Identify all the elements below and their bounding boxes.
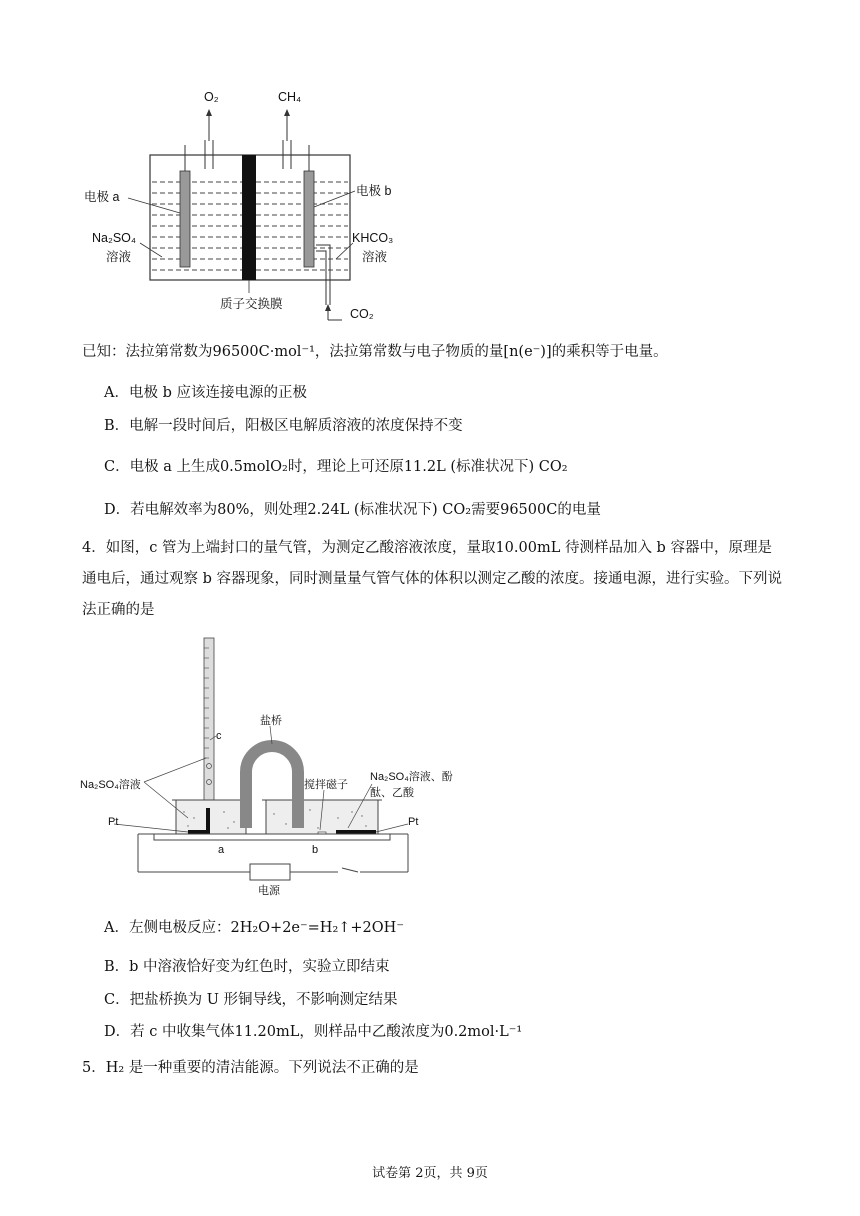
q3-option-b: B．电解一段时间后，阳极区电解质溶液的浓度保持不变 [104,418,463,434]
na2so4-left-label: Na₂SO₄溶液 [80,779,141,791]
cell-diagram [70,85,430,325]
q4-option-c: C．把盐桥换为 U 形铜导线，不影响测定结果 [104,992,398,1008]
apparatus-diagram [78,632,458,892]
salt-bridge-label: 盐桥 [260,715,282,727]
electrode-b-label: 电极 b [356,184,392,198]
page-footer: 试卷第 2页，共 9页 [372,1166,488,1181]
c-label: c [216,730,222,742]
b-label: b [312,844,319,856]
q4-option-b: B．b 中溶液恰好变为红色时，实验立即结束 [104,959,390,975]
right-solution-label: Na₂SO₄溶液、酚酞、乙酸 [370,771,453,799]
figure-titration-apparatus [78,632,458,897]
membrane-label: 质子交换膜 [220,297,283,311]
q4-option-d: D．若 c 中收集气体11.20mL，则样品中乙酸浓度为0.2mol·L⁻¹ [104,1024,523,1040]
na2so4-label: Na₂SO₄ [92,231,136,245]
q3-given: 已知：法拉第常数为96500C·mol⁻¹，法拉第常数与电子物质的量[n(e⁻)]的乘积等于电量。 [82,344,668,360]
q5-stem: 5．H₂ 是一种重要的清洁能源。下列说法不正确的是 [82,1060,419,1076]
pt-right-label: Pt [408,816,419,828]
q3-option-a: A．电极 b 应该连接电源的正极 [104,385,307,401]
khco3-label: KHCO₃ [352,231,394,245]
a-label: a [218,844,225,856]
right-solution-label: 溶液 [362,250,388,264]
q4-stem: 4．如图，c 管为上端封口的量气管，为测定乙酸溶液浓度，量取10.00mL 待测样品加入 b 容器中，原理是通电后，通过观察 b 容器现象，同时测量量气管气体的体积以测定乙酸的浓度。接通电源，进行实验。下列说法正确的是 [82,540,782,618]
stir-bar-label: 搅拌磁子 [304,779,348,791]
left-solution-label: 溶液 [106,250,132,264]
power-label: 电源 [258,885,280,897]
q3-option-c: C．电极 a 上生成0.5molO₂时，理论上可还原11.2L (标准状况下) CO₂ [104,459,568,475]
pt-left-label: Pt [108,816,119,828]
q3-option-d: D．若电解效率为80%，则处理2.24L (标准状况下) CO₂需要96500C的电量 [104,502,601,518]
ch4-label: CH₄ [278,90,302,104]
o2-label: O₂ [204,90,219,104]
q4-option-a: A．左侧电极反应：2H₂O+2e⁻=H₂↑+2OH⁻ [104,920,404,936]
co2-label: CO₂ [350,307,374,321]
electrode-a-label: 电极 a [84,190,120,204]
figure-electrolysis-cell [70,85,430,325]
